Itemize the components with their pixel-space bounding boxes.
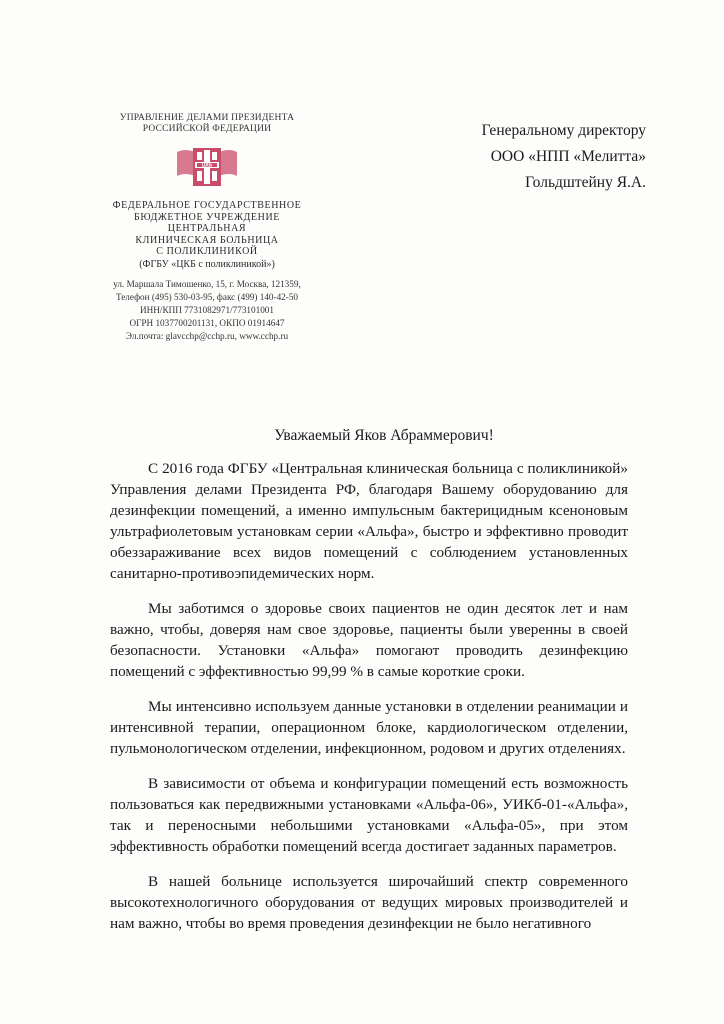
paragraph: Мы интенсивно используем данные установки в отделении реанимации и интенсивной терапии, операционном блоке, кардиологическом отделении, пульмонологическом отделении, инфекционном, родовом и других отделениях. <box>110 698 628 757</box>
address-line: ул. Маршала Тимошенко, 15, г. Москва, 121359, <box>113 279 301 289</box>
greeting: Уважаемый Яков Абраммерович! <box>274 427 494 444</box>
ogrn-line: ОГРН 1037700201131, ОКПО 01914647 <box>129 318 285 328</box>
institution-line: С ПОЛИКЛИНИКОЙ <box>156 246 258 257</box>
institution-line: ЦЕНТРАЛЬНАЯ <box>167 223 247 234</box>
institution-line: ФЕДЕРАЛЬНОЕ ГОСУДАРСТВЕННОЕ <box>112 200 302 211</box>
addressee-company: ООО «НПП «Мелитта» <box>490 148 646 165</box>
phone-line: Телефон (495) 530-03-95, факс (499) 140-42-50 <box>115 292 299 302</box>
inn-line: ИНН/КПП 7731082971/773101001 <box>140 305 274 315</box>
letter-body <box>110 458 628 948</box>
addressee-name: Гольдштейну Я.А. <box>525 174 646 191</box>
addressee-position: Генеральному директору <box>481 122 646 139</box>
email-line: Эл.почта: glavcchp@cchp.ru, www.cchp.ru <box>125 331 289 341</box>
paragraph: Мы заботимся о здоровье своих пациентов не один десяток лет и нам важно, чтобы, доверяя нам свое здоровье, пациенты были уверенны в своей безопасности. Установки «Альфа» помогают проводить дезинфекцию помещений с эффективностью 99,99 % в самые короткие сроки. <box>110 600 628 680</box>
institution-abbreviation: (ФГБУ «ЦКБ с поликлиникой») <box>139 258 275 270</box>
hospital-logo <box>175 146 239 190</box>
addressee-block <box>482 118 646 196</box>
paragraph: С 2016 года ФГБУ «Центральная клиническая больница с поликлиникой» Управления делами Президента РФ, благодаря Вашему оборудованию для дезинфекции помещений, а именно импульсным бактерицидным ксеноновым ультрафиолетовым установкам серии «Альфа», быстро и эффективно проводит обеззараживание всех видов помещений с соблюдением установленных санитарно-противоэпидемических норм. <box>110 460 628 582</box>
paragraph: В зависимости от объема и конфигурации помещений есть возможность пользоваться как передвижными установками «Альфа-06», УИКб-01-«Альфа», так и переносными небольшими установками «Альфа-05», при этом эффективность обработки помещений всегда достигает заданных параметров. <box>110 775 628 855</box>
parent-organization <box>94 113 320 135</box>
institution-line: БЮДЖЕТНОЕ УЧРЕЖДЕНИЕ <box>133 211 280 223</box>
paragraph: В нашей больнице используется широчайший спектр современного высокотехнологичного оборудования от ведущих мировых производителей и нам важно, чтобы во время проведения дезинфекции не было негативного <box>110 873 628 932</box>
org-line: УПРАВЛЕНИЕ ДЕЛАМИ ПРЕЗИДЕНТА <box>119 113 295 123</box>
logo-text: ЦКБ <box>201 162 213 169</box>
org-line: РОССИЙСКОЙ ФЕДЕРАЦИИ <box>142 124 272 134</box>
institution-name <box>94 200 320 270</box>
institution-line: КЛИНИЧЕСКАЯ БОЛЬНИЦА <box>135 234 279 246</box>
contact-details <box>94 278 320 343</box>
